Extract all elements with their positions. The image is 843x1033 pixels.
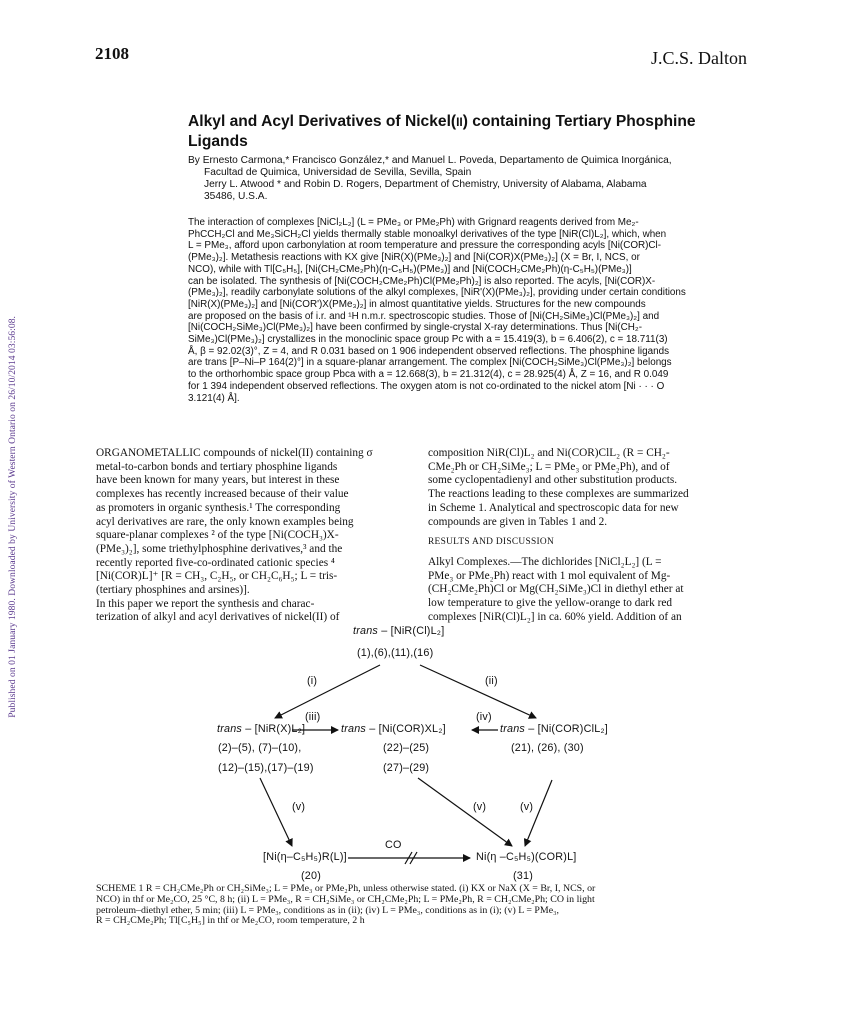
journal-name: J.C.S. Dalton — [650, 48, 747, 68]
body-line: (CH₂CMe₂Ph)Cl or Mg(CH₂SiMe₃)Cl in diethyl ether at — [428, 583, 684, 596]
scheme-top-numbers: (1),(6),(11),(16) — [357, 647, 434, 659]
abstract-line: SiMe₃)Cl(PMe₃)₂] crystallizes in the monoclinic space group Pc with a = 15.419(3), b = 6.406(2), c = 18.711(3) — [188, 334, 668, 346]
scheme-middle-numbers: (22)–(25) — [383, 742, 430, 754]
abstract-line: can be isolated. The synthesis of [Ni(COCH₂CMe₂Ph)Cl(PMe₂Ph)₂] is also reported. The acyls, [Ni(COR)X- — [188, 275, 656, 287]
abstract-line: 3.121(4) Å]. — [188, 392, 240, 404]
body-line: square-planar complexes ² of the type [Ni(COCH₃)X- — [96, 529, 339, 542]
body-line: (tertiary phosphines and arsines)]. — [96, 584, 250, 597]
body-line: metal-to-carbon bonds and tertiary phosphine ligands — [96, 460, 338, 473]
abstract-line: are proposed on the basis of i.r. and ¹H n.m.r. spectroscopic studies. Those of [Ni(CH₂SiMe₃)Cl(PMe₃)₂] and — [188, 310, 660, 322]
label-v: (v) — [292, 801, 306, 813]
body-line: terization of alkyl and acyl derivatives of nickel(II) of — [96, 611, 340, 624]
article-title — [188, 112, 763, 151]
abstract-line: [Ni(COCH₂SiMe₃)Cl(PMe₃)₂] have been confirmed by single-crystal X-ray determinations. Thus [Ni(CH₂- — [188, 322, 642, 334]
compound-formula: – [Ni(COR)ClL₂] — [525, 723, 608, 735]
label-iii: (iii) — [305, 711, 321, 723]
body-line: complexes [NiR(Cl)L₂] in ca. 60% yield. Addition of an — [428, 610, 682, 623]
body-column-right — [428, 447, 752, 624]
body-line: The reactions leading to these complexes are summarized — [428, 488, 689, 501]
body-line: recently reported five-co-ordinated cationic species ⁴ — [96, 556, 335, 569]
scheme-left-numbers: (12)–(15),(17)–(19) — [218, 762, 314, 774]
abstract-line: for 1 394 independent observed reflections. The oxygen atom is not co-ordinated to the nickel atom [Ni · · · O — [188, 380, 665, 392]
compound-formula: – [Ni(COR)XL₂] — [366, 723, 446, 735]
scheme-bottom-right-compound: Ni(η –C₅H₅)(COR)L] — [476, 851, 577, 863]
scheme-bottom-left-number: (20) — [301, 870, 322, 882]
body-line: PMe₃ or PMe₂Ph) react with 1 mol equivalent of Mg- — [428, 569, 671, 582]
body-line: in Scheme 1. Analytical and spectroscopic data for new — [428, 501, 679, 514]
trans-prefix: trans — [353, 625, 379, 637]
authors-line: By Ernesto Carmona,* Francisco González,* and Manuel L. Poveda, Departamento de Quimica Inorgánica, — [188, 155, 672, 166]
compound-formula: – [NiR(X)L₂] — [242, 723, 306, 735]
body-line: acyl derivatives are rare, the only known examples being — [96, 515, 354, 528]
abstract-line: NCO), while with Tl[C₅H₅], [Ni(CH₂CMe₂Ph)(η-C₅H₅)(PMe₃)] and [Ni(COCH₂CMe₂Ph)(η-C₅H₅)(PMe₃)] — [188, 263, 632, 275]
page-number: 2108 — [95, 44, 129, 63]
scheme-top-compound — [353, 625, 444, 637]
abstract-line: are trans [P–Ni–P 164(2)°] in a square-planar arrangement. The complex [Ni(COCH₂SiMe₃)Cl(PMe₃)₂] belongs — [188, 357, 672, 369]
label-v: (v) — [473, 801, 487, 813]
caption-line: petroleum–diethyl ether, 5 min; (iii) L = PMe₃, conditions as in (ii); (iv) L = PMe₃, conditions as in (i); (v) L = PMe₃, — [96, 904, 559, 916]
caption-line: SCHEME 1 R = CH₂CMe₂Ph or CH₂SiMe₃; L = PMe₃ or PMe₂Ph, unless otherwise stated. (i) KX or NaX (X = Br, I, NCS, or — [96, 883, 596, 894]
label-co: CO — [385, 839, 402, 851]
scheme-bottom-right-number: (31) — [513, 870, 534, 882]
arrow-v-right — [525, 780, 552, 846]
abstract — [188, 217, 763, 404]
download-watermark-text: Published on 01 January 1980. Downloaded by University of Western Ontario on 26/10/2014 03:56:08. — [6, 315, 18, 718]
scheme-arrows — [180, 620, 740, 890]
body-line: complexes has recently increased because of their value — [96, 488, 349, 501]
scheme-bottom-left-compound: [Ni(η–C₅H₅)R(L)] — [263, 851, 347, 863]
trans-prefix: trans — [341, 723, 367, 735]
label-v: (v) — [520, 801, 534, 813]
scheme-right-compound — [500, 723, 608, 735]
abstract-line: L = PMe₃, afford upon carbonylation at room temperature and pressure the corresponding acyls [Ni(COR)Cl- — [188, 240, 662, 252]
affiliation-line: Facultad de Quimica, Universidad de Sevilla, Sevilla, Spain — [204, 167, 472, 178]
trans-prefix: trans — [217, 723, 243, 735]
caption-line: R = CH₂CMe₂Ph; Tl[C₅H₅] in thf or Me₂CO, room temperature, 2 h — [96, 915, 365, 927]
body-line: (PMe₃)₂], some triethylphosphine derivatives,³ and the — [96, 542, 343, 555]
arrow-i — [275, 665, 380, 718]
abstract-line: (PMe₃)₂]. Metathesis reactions with KX give [NiR(X)(PMe₃)₂] and [Ni(COR)X(PMe₃)₂] (X = Br, I, NCS, or — [188, 252, 640, 264]
title-part: ) containing Tertiary Phosphine — [462, 113, 696, 130]
arrow-v-middle — [418, 778, 512, 846]
body-line: In this paper we report the synthesis and charac- — [96, 597, 315, 610]
scheme-middle-compound — [341, 723, 446, 735]
arrow-v-left — [260, 778, 292, 846]
scheme-caption — [96, 884, 756, 927]
body-line: CMe₂Ph or CH₂SiMe₃; L = PMe₃ or PMe₂Ph), and of — [428, 460, 670, 473]
abstract-line: (PMe₃)₂], readily carbonylate solutions of the alkyl complexes, [NiR'(X)(PMe₃)₂], providing under certain conditions — [188, 287, 686, 299]
abstract-line: Å, β = 92.02(3)°, Z = 4, and R 0.031 based on 1 906 independent observed reflections. The phosphine ligands — [188, 345, 670, 357]
abstract-line: PhCCH₂Cl and Me₃SiCH₂Cl yields thermally stable monoalkyl derivatives of the type [NiR(Cl)L₂], which, when — [188, 228, 667, 240]
authors-line: Jerry L. Atwood * and Robin D. Rogers, Department of Chemistry, University of Alabama, Alabama — [204, 179, 647, 190]
body-line: as promoters in organic synthesis.¹ The corresponding — [96, 501, 341, 514]
affiliation-line: 35486, U.S.A. — [204, 191, 268, 202]
title-oxidation-state: II — [456, 115, 463, 129]
body-line: composition NiR(Cl)L₂ and Ni(COR)ClL₂ (R = CH₂- — [428, 447, 670, 459]
abstract-line: The interaction of complexes [NiCl₂L₂] (L = PMe₃ or PMe₂Ph) with Grignard reagents derived from Me₂- — [188, 217, 639, 228]
caption-line: NCO) in thf or Me₂CO, 25 °C, 8 h; (ii) L = PMe₃, R = CH₂SiMe₃ or CH₂CMe₂Ph; L = PMe₂Ph, R = CH₂CMe₂Ph; CO in light — [96, 893, 595, 905]
compound-formula: – [NiR(Cl)L₂] — [378, 625, 445, 637]
body-line: some cyclopentadienyl and other substitution products. — [428, 474, 678, 487]
trans-prefix: trans — [500, 723, 526, 735]
label-ii: (ii) — [485, 675, 498, 687]
body-column-left — [96, 447, 417, 625]
body-line: ORGANOMETALLIC compounds of nickel(II) containing σ — [96, 447, 373, 459]
label-i: (i) — [307, 675, 318, 687]
body-line: Alkyl Complexes.—The dichlorides [NiCl₂L₂] (L = — [428, 555, 662, 568]
abstract-line: [NiR(X)(PMe₃)₂] and [Ni(COR')X(PMe₃)₂] in almost quantitative yields. Structures for the new compounds — [188, 298, 646, 310]
scheme-right-numbers: (21), (26), (30) — [511, 742, 584, 754]
scheme-left-compound — [217, 723, 305, 735]
label-iv: (iv) — [476, 711, 492, 723]
reaction-scheme — [180, 620, 740, 890]
body-line: have been known for many years, but interest in these — [96, 474, 340, 487]
download-watermark — [4, 0, 20, 1033]
title-part: Ligands — [188, 133, 248, 150]
abstract-line: to the orthorhombic space group Pbca with a = 12.668(3), b = 21.312(4), c = 28.925(4) Å, Z = 16, and R 0.049 — [188, 369, 669, 381]
scheme-left-numbers: (2)–(5), (7)–(10), — [218, 742, 302, 754]
body-line: [Ni(COR)L]⁺ [R = CH₃, C₂H₅, or CH₂C₆H₅; L = tris- — [96, 570, 338, 583]
section-heading: RESULTS AND DISCUSSION — [428, 537, 555, 548]
title-part: Alkyl and Acyl Derivatives of Nickel( — [188, 113, 457, 130]
body-line: compounds are given in Tables 1 and 2. — [428, 515, 608, 528]
scheme-middle-numbers: (27)–(29) — [383, 762, 430, 774]
body-line: low temperature to give the yellow-orange to dark red — [428, 597, 673, 610]
